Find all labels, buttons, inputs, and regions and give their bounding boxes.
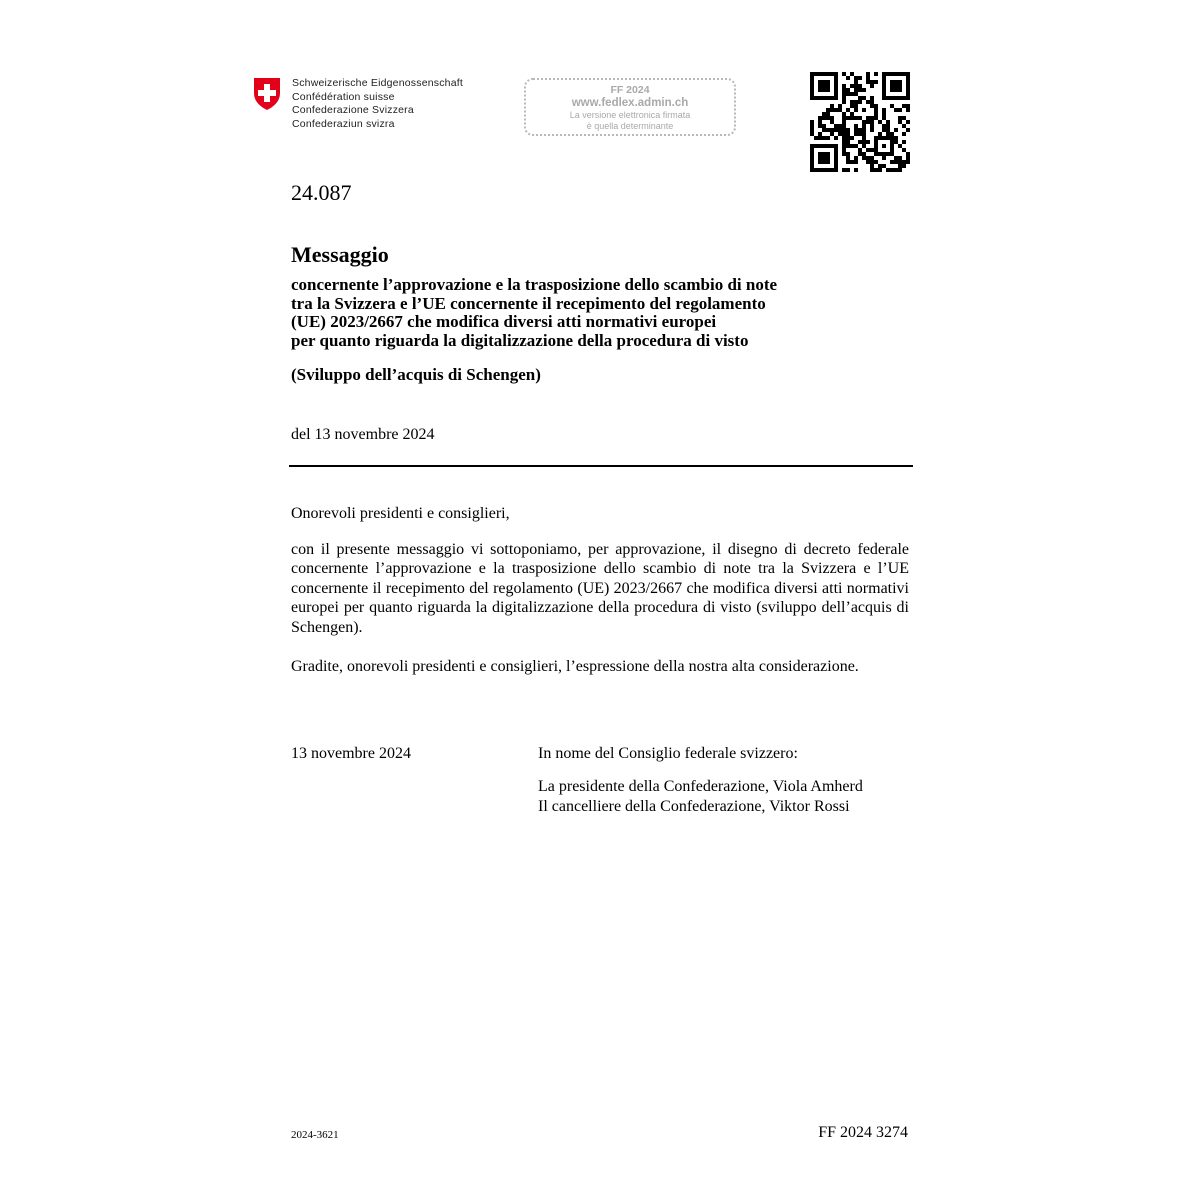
subtitle-line: (UE) 2023/2667 che modifica diversi atti normativi europei <box>291 312 717 331</box>
signatories <box>538 777 863 817</box>
salutation: Onorevoli presidenti e consiglieri, <box>291 505 510 522</box>
document-date: del 13 novembre 2024 <box>291 426 435 443</box>
stamp-line-url: www.fedlex.admin.ch <box>571 97 689 109</box>
document-number: 24.087 <box>291 180 352 205</box>
signatory-president: La presidente della Confederazione, Viola Amherd <box>538 778 863 795</box>
footer-page-id: FF 2024 3274 <box>818 1124 908 1141</box>
confederation-names <box>292 77 463 131</box>
confederation-name-fr: Confédération suisse <box>292 90 395 103</box>
confederation-name-it: Confederazione Svizzera <box>292 104 414 117</box>
footer-reference: 2024-3621 <box>291 1129 339 1141</box>
qr-code <box>810 72 910 172</box>
subtitle-line: concernente l’approvazione e la trasposizione dello scambio di note <box>291 275 778 294</box>
stamp-line-ff: FF 2024 <box>610 84 650 96</box>
document-subtitle <box>291 276 911 350</box>
signatory-chancellor: Il cancelliere della Confederazione, Viktor Rossi <box>538 798 850 815</box>
stamp-line-version: La versione elettronica firmata <box>569 110 691 120</box>
electronic-signature-stamp <box>524 78 736 136</box>
signature-date: 13 novembre 2024 <box>291 745 411 762</box>
swiss-cross-icon <box>253 77 281 111</box>
subtitle-line: per quanto riguarda la digitalizzazione della procedura di visto <box>291 330 749 350</box>
confederation-name-rm: Confederaziun svizra <box>292 117 395 130</box>
body-paragraph-2: Gradite, onorevoli presidenti e consiglieri, l’espressione della nostra alta considerazione. <box>291 658 859 675</box>
document-title: Messaggio <box>291 242 389 267</box>
signature-intro: In nome del Consiglio federale svizzero: <box>538 745 798 762</box>
confederation-name-de: Schweizerische Eidgenossenschaft <box>292 77 463 89</box>
body-paragraph-1: con il presente messaggio vi sottoponiamo, per approvazione, il disegno di decreto federale concernente l’approvazione e la trasposizione dello scambio di note tra la Svizzera e l’UE concernente il recepimento del regolamento (UE) 2023/2667 che modifica diversi atti normativi europei per quanto riguarda la digitalizzazione della procedura di visto (sviluppo dell’acquis di Schengen). <box>291 541 909 636</box>
schengen-note: (Sviluppo dell’acquis di Schengen) <box>291 365 541 384</box>
divider-rule <box>289 465 913 467</box>
stamp-line-determinante: è quella determinante <box>586 121 674 131</box>
subtitle-line: tra la Svizzera e l’UE concernente il recepimento del regolamento <box>291 293 766 313</box>
